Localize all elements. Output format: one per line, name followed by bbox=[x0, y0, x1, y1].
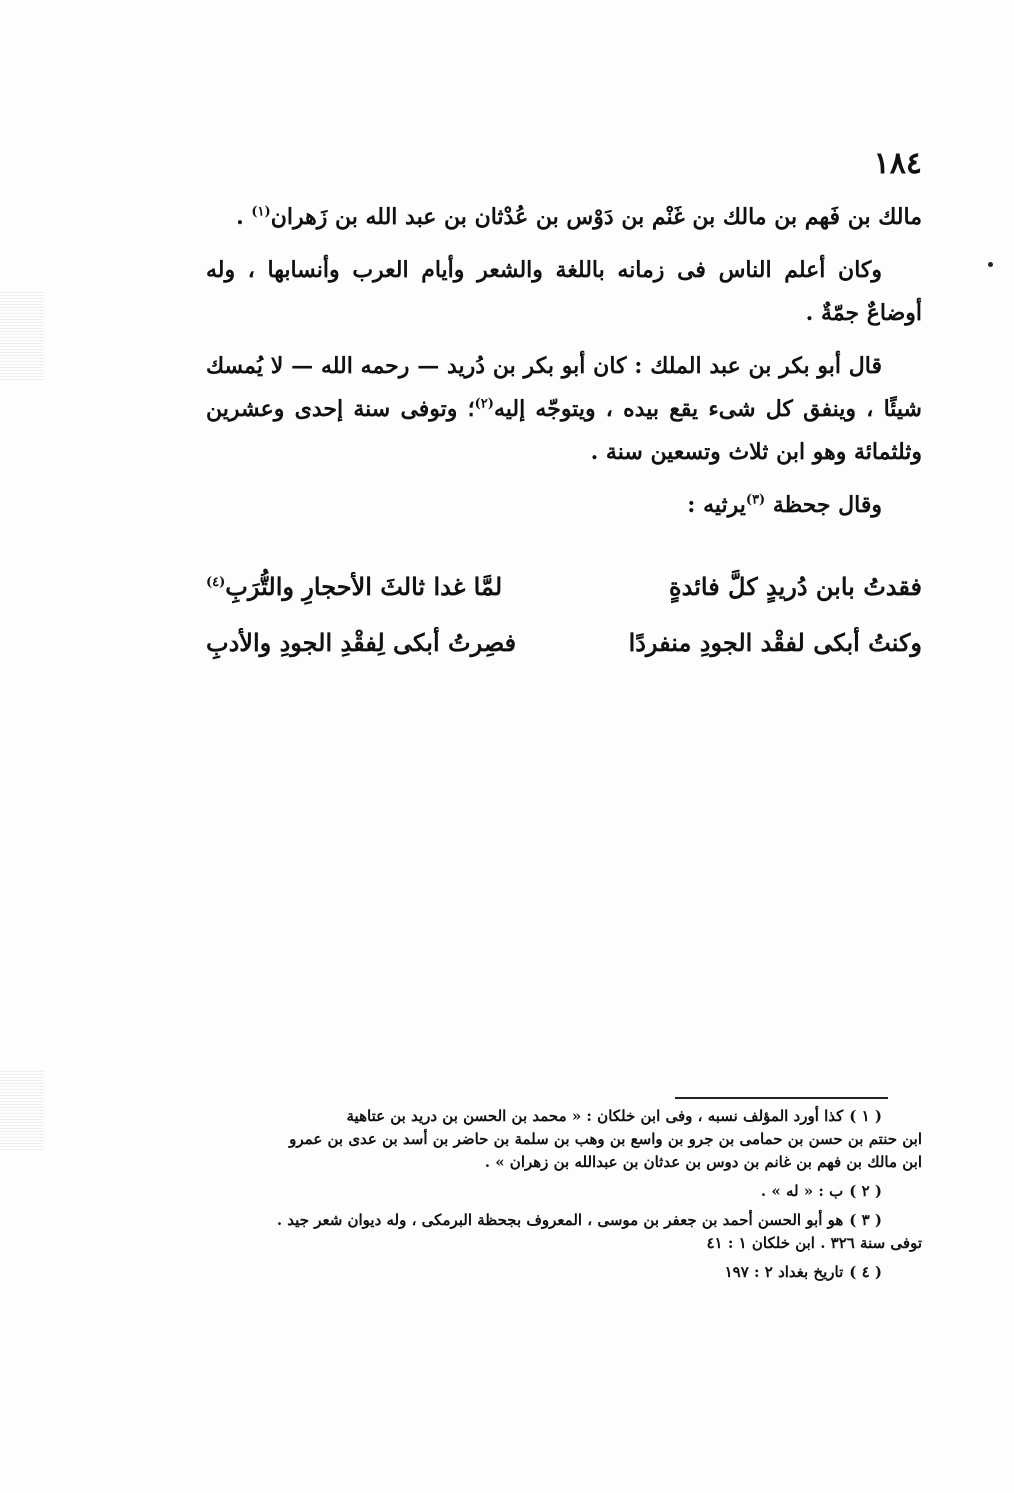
paragraph-text: قال أبو بكر بن عبد الملك : كان أبو بكر بن دُريد — رحمه الله — لا يُمسك شيئًا ، وينفق كل شىء يقع بيده ، ويتوجّه إليه bbox=[206, 353, 922, 422]
scan-noise bbox=[0, 290, 44, 380]
paragraph bbox=[206, 345, 922, 474]
footnotes bbox=[206, 1105, 922, 1290]
page-number: ١٨٤ bbox=[873, 146, 922, 181]
footnote-line: ابن مالك بن فهم بن غانم بن دوس بن عدثان بن عبدالله بن زهران » . bbox=[484, 1153, 922, 1171]
hemistich-text: لمَّا غدا ثالثَ الأحجارِ والتُّرَبِ bbox=[225, 571, 503, 601]
footnote-divider bbox=[675, 1097, 888, 1099]
footnote-number: ( ٤ ) bbox=[849, 1263, 882, 1281]
first-hemistich: وكنتُ أبكى لفقْد الجودِ منفردًا bbox=[628, 627, 922, 657]
second-hemistich bbox=[206, 572, 536, 601]
footnote-line: توفى سنة ٣٢٦ . ابن خلكان ١ : ٤١ bbox=[706, 1234, 922, 1252]
footnote-line: تاريخ بغداد ٢ : ١٩٧ bbox=[724, 1263, 844, 1281]
verse-line bbox=[206, 614, 922, 670]
paragraph bbox=[206, 484, 922, 527]
footnote bbox=[206, 1105, 922, 1174]
poem bbox=[206, 558, 922, 670]
paragraph bbox=[206, 196, 922, 239]
paragraph-end: . bbox=[236, 204, 252, 230]
footnote-number: ( ٣ ) bbox=[849, 1211, 882, 1229]
stray-mark bbox=[988, 262, 993, 267]
scan-noise bbox=[0, 1070, 44, 1150]
footnote-ref: (٤) bbox=[206, 574, 226, 590]
paragraph: وكان أعلم الناس فى زمانه باللغة والشعر وأيام العرب وأنسابها ، وله أوضاعٌ جمّةٌ . bbox=[206, 257, 922, 326]
footnote-ref: (٣) bbox=[745, 492, 766, 508]
first-hemistich: فقدتُ بابن دُريدٍ كلَّ فائدةٍ bbox=[669, 571, 922, 601]
footnote-line: هو أبو الحسن أحمد بن جعفر بن موسى ، المعروف بجحظة البرمكى ، وله ديوان شعر جيد . bbox=[276, 1211, 844, 1229]
footnote-line: ب : « له » . bbox=[760, 1182, 844, 1200]
footnote-ref: (٢) bbox=[474, 396, 494, 412]
footnote bbox=[206, 1209, 922, 1255]
footnote-text bbox=[347, 1107, 922, 1125]
footnote-text bbox=[725, 1263, 922, 1281]
footnote-text bbox=[277, 1211, 922, 1229]
main-text bbox=[206, 196, 922, 537]
footnote bbox=[206, 1180, 922, 1203]
paragraph-text: مالك بن فَهم بن مالك بن غَنْم بن دَوْس بن عُدْثان بن عبد الله بن زَهران bbox=[270, 204, 922, 230]
footnote-number: ( ٢ ) bbox=[849, 1182, 882, 1200]
footnote-line: كذا أورد المؤلف نسبه ، وفى ابن خلكان : « محمد بن الحسن بن دريد بن عتاهية bbox=[346, 1107, 844, 1125]
verse-line bbox=[206, 558, 922, 614]
paragraph-text: يرثيه : bbox=[687, 492, 746, 518]
footnote-number: ( ١ ) bbox=[849, 1107, 882, 1125]
footnote-line: ابن حنتم بن حسن بن حمامى بن جرو بن واسع بن وهب بن سلمة بن حاضر بن أسد بن عدى بن عمرو bbox=[289, 1130, 922, 1148]
paragraph-text: ؛ وتوفى سنة إحدى وعشرين وثلثمائة وهو ابن ثلاث وتسعين سنة . bbox=[206, 396, 922, 465]
footnote-text bbox=[761, 1182, 922, 1200]
second-hemistich: فصِرتُ أبكى لِفقْدِ الجودِ والأدبِ bbox=[206, 627, 517, 657]
footnote bbox=[206, 1261, 922, 1284]
footnote-ref: (١) bbox=[251, 204, 271, 220]
paragraph-text: وقال جحظة bbox=[765, 492, 882, 518]
